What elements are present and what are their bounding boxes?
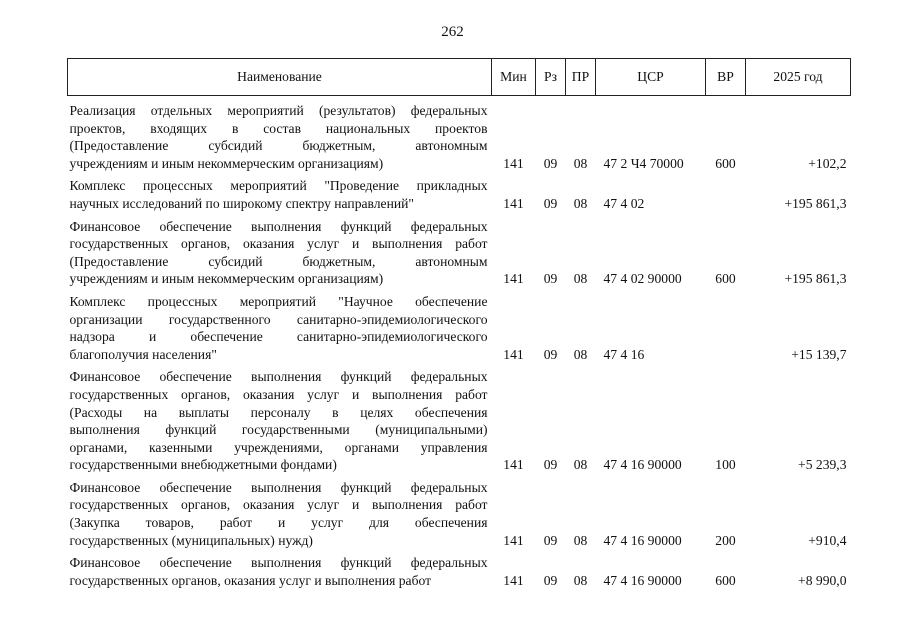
header-min: Мин bbox=[492, 59, 536, 96]
row-name bbox=[68, 474, 492, 549]
row-csr: 47 2 Ч4 70000 bbox=[603, 155, 684, 171]
row-name-line: выполнения функций государственными (муниципальными) bbox=[69, 422, 488, 438]
row-name bbox=[68, 549, 492, 589]
row-name-line: организации государственного санитарно-эпидемиологического bbox=[69, 311, 488, 327]
row-name bbox=[68, 172, 492, 212]
row-amount: +102,2 bbox=[808, 155, 847, 171]
row-csr: 47 4 16 bbox=[603, 346, 645, 362]
row-amount: +5 239,3 bbox=[798, 457, 847, 473]
table-body bbox=[68, 96, 851, 590]
row-name-line: (Предоставление субсидий бюджетным, автономным bbox=[69, 138, 488, 154]
table-row bbox=[68, 288, 851, 363]
row-rz: 09 bbox=[543, 271, 558, 287]
row-rz: 09 bbox=[543, 532, 558, 548]
row-vr: 200 bbox=[715, 532, 736, 548]
row-csr: 47 4 16 90000 bbox=[603, 457, 682, 473]
row-pr: 08 bbox=[573, 346, 588, 362]
header-name: Наименование bbox=[68, 59, 492, 96]
table-row bbox=[68, 363, 851, 474]
row-name-line: надзора и обеспечение санитарно-эпидемиологического bbox=[69, 329, 488, 345]
row-amount: +8 990,0 bbox=[798, 572, 847, 588]
row-amount: +195 861,3 bbox=[784, 195, 847, 211]
row-csr: 47 4 02 bbox=[603, 195, 645, 211]
row-name bbox=[68, 363, 492, 474]
row-rz: 09 bbox=[543, 457, 558, 473]
row-name-line: государственных (муниципальных) нужд) bbox=[69, 532, 313, 548]
header-year: 2025 год bbox=[746, 59, 851, 96]
row-rz: 09 bbox=[543, 346, 558, 362]
page-number: 262 bbox=[441, 24, 464, 40]
row-pr: 08 bbox=[573, 195, 588, 211]
table-row bbox=[68, 172, 851, 212]
row-rz: 09 bbox=[543, 155, 558, 171]
row-min: 141 bbox=[503, 572, 524, 588]
row-name bbox=[68, 96, 492, 173]
row-name-line: (Предоставление субсидий бюджетным, автономным bbox=[69, 253, 488, 269]
header-csr: ЦСР bbox=[596, 59, 706, 96]
row-name-line: (Расходы на выплаты персоналу в целях обеспечения bbox=[69, 404, 488, 420]
header-pr: ПР bbox=[566, 59, 596, 96]
row-name-line: государственными внебюджетными фондами) bbox=[69, 457, 337, 473]
header-vr: ВР bbox=[706, 59, 746, 96]
row-amount: +195 861,3 bbox=[784, 271, 847, 287]
row-vr: 600 bbox=[715, 155, 736, 171]
row-name-line: Финансовое обеспечение выполнения функций федеральных bbox=[69, 479, 488, 495]
budget-table bbox=[67, 58, 851, 589]
row-pr: 08 bbox=[573, 572, 588, 588]
row-name-line: Комплекс процессных мероприятий "Научное обеспечение bbox=[69, 293, 488, 309]
row-min: 141 bbox=[503, 155, 524, 171]
row-min: 141 bbox=[503, 346, 524, 362]
table-row bbox=[68, 96, 851, 173]
row-min: 141 bbox=[503, 271, 524, 287]
row-name-line: (Закупка товаров, работ и услуг для обеспечения bbox=[69, 515, 488, 531]
row-name-line: учреждениям и иным некоммерческим организациям) bbox=[69, 271, 384, 287]
row-min: 141 bbox=[503, 457, 524, 473]
row-vr: 600 bbox=[715, 572, 736, 588]
row-vr bbox=[706, 288, 746, 363]
row-min: 141 bbox=[503, 532, 524, 548]
row-pr: 08 bbox=[573, 457, 588, 473]
row-name-line: учреждениям и иным некоммерческим организациям) bbox=[69, 155, 384, 171]
row-rz: 09 bbox=[543, 195, 558, 211]
row-name-line: государственных органов, оказания услуг и выполнения работ bbox=[69, 386, 488, 402]
row-name-line: органами, казенными учреждениями, органами управления bbox=[69, 439, 488, 455]
row-pr: 08 bbox=[573, 155, 588, 171]
row-name-line: государственных органов, оказания услуг и выполнения работ bbox=[69, 497, 488, 513]
row-csr: 47 4 16 90000 bbox=[603, 572, 682, 588]
row-name-line: государственных органов, оказания услуг и выполнения работ bbox=[69, 236, 488, 252]
row-name-line: Реализация отдельных мероприятий (результатов) федеральных bbox=[69, 103, 488, 118]
header-rz: Рз bbox=[536, 59, 566, 96]
row-name-line: проектов, входящих в состав национальных проектов bbox=[69, 120, 488, 136]
row-pr: 08 bbox=[573, 532, 588, 548]
row-amount: +15 139,7 bbox=[791, 346, 847, 362]
row-csr: 47 4 02 90000 bbox=[603, 271, 682, 287]
row-name-line: Финансовое обеспечение выполнения функций федеральных bbox=[69, 218, 488, 234]
row-amount: +910,4 bbox=[808, 532, 847, 548]
row-vr: 100 bbox=[715, 457, 736, 473]
row-name-line: научных исследований по широкому спектру направлений" bbox=[69, 195, 414, 211]
row-name bbox=[68, 213, 492, 288]
row-name-line: Финансовое обеспечение выполнения функций федеральных bbox=[69, 369, 488, 385]
row-name-line: Комплекс процессных мероприятий "Проведение прикладных bbox=[69, 178, 488, 194]
row-csr: 47 4 16 90000 bbox=[603, 532, 682, 548]
row-min: 141 bbox=[503, 195, 524, 211]
row-pr: 08 bbox=[573, 271, 588, 287]
table-row bbox=[68, 549, 851, 589]
row-vr bbox=[706, 172, 746, 212]
row-name-line: Финансовое обеспечение выполнения функций федеральных bbox=[69, 555, 488, 571]
row-vr: 600 bbox=[715, 271, 736, 287]
table-row bbox=[68, 474, 851, 549]
table-row bbox=[68, 213, 851, 288]
row-rz: 09 bbox=[543, 572, 558, 588]
table-header-row bbox=[68, 59, 851, 96]
row-name-line: государственных органов, оказания услуг и выполнения работ bbox=[69, 572, 432, 588]
row-name bbox=[68, 288, 492, 363]
row-name-line: благополучия населения" bbox=[69, 346, 217, 362]
